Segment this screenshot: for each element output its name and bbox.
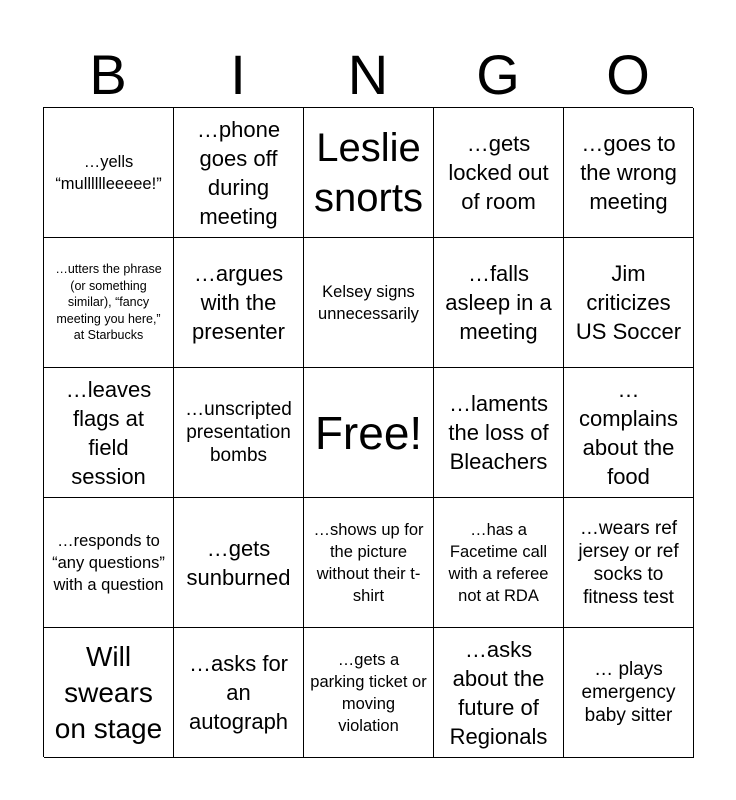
bingo-cell-r3c3[interactable] (304, 368, 434, 498)
cell-text: … complains about the food (578, 376, 679, 489)
cell-text: …gets a parking ticket or moving violation (310, 650, 427, 735)
cell-text: …goes to the wrong meeting (580, 131, 677, 214)
cell-text: …asks for an autograph (188, 651, 289, 734)
bingo-cell-r5c3[interactable] (304, 628, 434, 758)
header-letter-o: O (606, 43, 650, 106)
header-letter-i: I (230, 43, 246, 106)
bingo-cell-r1c3[interactable] (304, 108, 434, 238)
cell-text: …has a Facetime call with a referee not at RDA (448, 520, 549, 605)
bingo-cell-r5c2[interactable] (174, 628, 304, 758)
bingo-cell-r1c1[interactable] (44, 108, 174, 238)
cell-text: …gets sunburned (186, 535, 291, 590)
cell-text: Kelsey signs unnecessarily (318, 282, 419, 323)
bingo-cell-r4c5[interactable] (564, 498, 694, 628)
bingo-cell-r3c2[interactable] (174, 368, 304, 498)
cell-text: …unscripted presentation bombs (185, 399, 292, 466)
bingo-cell-r2c3[interactable] (304, 238, 434, 368)
bingo-cell-r3c4[interactable] (434, 368, 564, 498)
cell-text: …asks about the future of Regionals (449, 636, 548, 749)
cell-text: …wears ref jersey or ref socks to fitness test (578, 517, 679, 608)
cell-text: Jim criticizes US Soccer (575, 261, 682, 344)
bingo-header (43, 44, 693, 106)
cell-text: …gets locked out of room (448, 131, 549, 214)
bingo-cell-r2c5[interactable] (564, 238, 694, 368)
cell-text: …yells “mulllllleeeee!” (55, 152, 162, 193)
cell-text: … plays emergency baby sitter (581, 659, 676, 726)
bingo-cell-r2c2[interactable] (174, 238, 304, 368)
bingo-cell-r5c5[interactable] (564, 628, 694, 758)
bingo-cell-r3c1[interactable] (44, 368, 174, 498)
header-letter-b: B (89, 43, 127, 106)
header-letter-n: N (347, 43, 389, 106)
cell-text: …leaves flags at field session (65, 376, 152, 489)
bingo-cell-r1c5[interactable] (564, 108, 694, 238)
bingo-cell-r4c4[interactable] (434, 498, 564, 628)
bingo-cell-r2c4[interactable] (434, 238, 564, 368)
cell-text: Will swears on stage (54, 640, 163, 744)
bingo-cell-r4c3[interactable] (304, 498, 434, 628)
bingo-cell-r5c1[interactable] (44, 628, 174, 758)
cell-text: …argues with the presenter (192, 261, 285, 344)
free-space: Free! (314, 406, 423, 459)
cell-text: …utters the phrase (or something similar), “fancy meeting you here,” at Starbucks (55, 262, 162, 343)
bingo-cell-r1c2[interactable] (174, 108, 304, 238)
bingo-cell-r4c2[interactable] (174, 498, 304, 628)
bingo-cell-r1c4[interactable] (434, 108, 564, 238)
cell-text: …laments the loss of Bleachers (448, 391, 549, 474)
bingo-board (43, 107, 693, 757)
bingo-cell-r4c1[interactable] (44, 498, 174, 628)
cell-text: …responds to “any questions” with a question (52, 531, 165, 594)
cell-text: …shows up for the picture without their t-shirt (313, 520, 424, 605)
bingo-cell-r2c1[interactable] (44, 238, 174, 368)
bingo-cell-r5c4[interactable] (434, 628, 564, 758)
bingo-cell-r3c5[interactable] (564, 368, 694, 498)
cell-text: …phone goes off during meeting (196, 116, 281, 229)
cell-text: Leslie snorts (314, 125, 423, 220)
header-letter-g: G (476, 43, 520, 106)
cell-text: …falls asleep in a meeting (445, 261, 552, 344)
